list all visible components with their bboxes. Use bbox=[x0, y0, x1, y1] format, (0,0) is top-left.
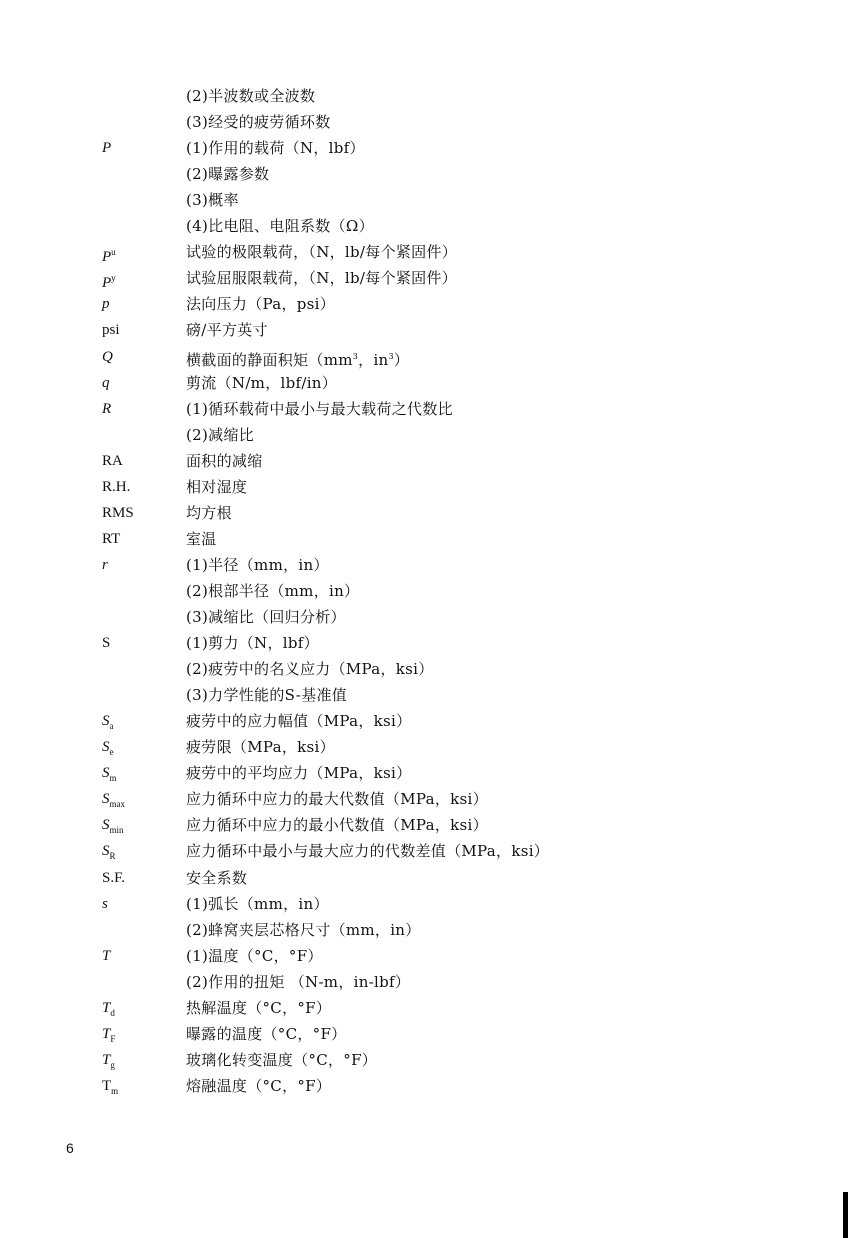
symbol-description: 面积的减缩 bbox=[186, 451, 263, 470]
symbol-base: T bbox=[102, 1051, 111, 1068]
symbol-subscript: a bbox=[109, 721, 114, 732]
symbol-subscript: g bbox=[110, 1059, 115, 1070]
symbol-base: S bbox=[102, 713, 110, 730]
symbol-description: 剪流（N/m，lbf/in） bbox=[186, 373, 338, 392]
symbol-base: psi bbox=[102, 322, 120, 339]
symbol-description: 试验的极限载荷，（N，lb/每个紧固件） bbox=[186, 243, 458, 262]
symbol-subscript: m bbox=[109, 773, 117, 784]
symbol bbox=[102, 839, 116, 868]
symbol-description: 热解温度（°C，°F） bbox=[186, 998, 332, 1017]
symbol-description: (1)剪力（N，lbf） bbox=[186, 634, 319, 653]
symbol-description: (1)弧长（mm，in） bbox=[186, 894, 329, 913]
symbol bbox=[102, 240, 116, 269]
symbol-subscript: F bbox=[110, 1033, 116, 1044]
symbol-description: 疲劳中的平均应力（MPa，ksi） bbox=[186, 764, 412, 783]
symbol-base: p bbox=[102, 296, 110, 313]
symbol-description: 安全系数 bbox=[186, 868, 248, 887]
symbol-description: 磅/平方英寸 bbox=[186, 321, 268, 340]
symbol-base: P bbox=[102, 275, 112, 292]
symbol-description: 应力循环中应力的最大代数值（MPa，ksi） bbox=[186, 790, 488, 809]
symbol-description: 应力循环中应力的最小代数值（MPa，ksi） bbox=[186, 816, 488, 835]
symbol-base: R.H. bbox=[102, 478, 131, 495]
symbol bbox=[102, 761, 117, 790]
symbol-base: r bbox=[102, 556, 108, 573]
symbol-base: R bbox=[102, 400, 112, 417]
symbol bbox=[102, 449, 123, 473]
symbol-description: (3)经受的疲劳循环数 bbox=[186, 113, 331, 132]
symbol-description: (3)力学性能的S-基准值 bbox=[186, 686, 348, 705]
symbol-description: 室温 bbox=[186, 529, 217, 548]
symbol-description: (2)疲劳中的名义应力（MPa，ksi） bbox=[186, 660, 434, 679]
symbol-base: S bbox=[102, 791, 110, 808]
symbol-base: S bbox=[102, 739, 110, 756]
symbol-description: 试验屈服限载荷，（N，lb/每个紧固件） bbox=[186, 269, 458, 288]
symbol-subscript: min bbox=[109, 825, 124, 836]
symbol-description: (1)半径（mm，in） bbox=[186, 555, 329, 574]
symbol-base: RMS bbox=[102, 504, 134, 521]
symbol bbox=[102, 787, 125, 816]
symbol-base: S bbox=[102, 817, 110, 834]
symbol bbox=[102, 1074, 118, 1103]
symbol-subscript: e bbox=[109, 747, 114, 758]
symbol bbox=[102, 735, 114, 764]
symbol-description: 疲劳限（MPa，ksi） bbox=[186, 738, 335, 757]
symbol-description: (2)根部半径（mm，in） bbox=[186, 581, 360, 600]
symbol-base: P bbox=[102, 140, 112, 157]
symbol-description: (2)半波数或全波数 bbox=[186, 87, 316, 105]
scan-edge-mark bbox=[843, 1192, 848, 1238]
symbol-description: (3)概率 bbox=[186, 191, 239, 210]
symbol-base: T bbox=[102, 1077, 112, 1094]
symbol-base: T bbox=[102, 999, 111, 1016]
symbol-description: (2)曝露参数 bbox=[186, 165, 270, 184]
symbol bbox=[102, 709, 114, 738]
symbol bbox=[102, 944, 110, 968]
symbol-subscript: max bbox=[109, 799, 125, 810]
symbol bbox=[102, 501, 134, 525]
symbol-base: Q bbox=[102, 348, 113, 365]
symbol-description: 横截面的静面积矩（$mm^3$，$in^3$） bbox=[186, 350, 410, 369]
symbol bbox=[102, 1022, 115, 1051]
symbol bbox=[102, 266, 116, 295]
symbol bbox=[102, 371, 110, 395]
symbol-subscript: m bbox=[111, 1085, 119, 1096]
symbol-base: S bbox=[102, 843, 110, 860]
symbol-superscript: y bbox=[111, 273, 116, 284]
symbol-base: s bbox=[102, 895, 108, 912]
symbol bbox=[102, 527, 120, 551]
symbol-superscript: u bbox=[111, 247, 116, 258]
symbol-description: (2)减缩比 bbox=[186, 425, 255, 444]
symbol bbox=[102, 813, 124, 842]
symbol-base: RA bbox=[102, 452, 123, 469]
symbol bbox=[102, 136, 111, 160]
symbol-base: T bbox=[102, 1025, 111, 1042]
symbol bbox=[102, 631, 110, 655]
symbol-base: S.F. bbox=[102, 869, 125, 886]
symbol-description: 疲劳中的应力幅值（MPa，ksi） bbox=[186, 712, 412, 731]
symbol-description: 曝露的温度（°C，°F） bbox=[186, 1024, 347, 1043]
symbol-subscript: R bbox=[109, 851, 116, 862]
symbol-description: 法向压力（Pa，psi） bbox=[186, 295, 336, 314]
symbol-description: (2)作用的扭矩 （N-m，in-lbf） bbox=[186, 972, 411, 991]
symbol-description: (1)作用的载荷（N，lbf） bbox=[186, 139, 365, 158]
symbol-base: RT bbox=[102, 530, 121, 547]
symbol-description: 相对湿度 bbox=[186, 477, 248, 496]
symbol-description: 熔融温度（°C，°F） bbox=[186, 1076, 332, 1095]
symbol-description: (1)温度（°C，°F） bbox=[186, 946, 323, 965]
symbol bbox=[102, 397, 111, 421]
symbol-description: (4)比电阻、电阻系数（Ω） bbox=[186, 217, 374, 236]
symbol bbox=[102, 996, 115, 1025]
symbol-base: S bbox=[102, 765, 110, 782]
symbol-base: S bbox=[102, 635, 111, 652]
symbol-description: 均方根 bbox=[186, 503, 232, 522]
symbol bbox=[102, 345, 113, 369]
symbol bbox=[102, 1048, 115, 1077]
symbol bbox=[102, 475, 130, 499]
symbol-description: (1)循环载荷中最小与最大载荷之代数比 bbox=[186, 399, 453, 418]
symbol bbox=[102, 318, 120, 342]
symbol-description: 应力循环中最小与最大应力的代数差值（MPa，ksi） bbox=[186, 842, 550, 861]
symbol-base: q bbox=[102, 374, 110, 391]
symbol-description: (2)蜂窝夹层芯格尺寸（mm，in） bbox=[186, 920, 421, 939]
symbol bbox=[102, 892, 108, 916]
symbol bbox=[102, 866, 125, 890]
symbol bbox=[102, 292, 110, 316]
symbol bbox=[102, 553, 108, 577]
page-number: 6 bbox=[66, 1140, 74, 1156]
symbol-description: (3)减缩比（回归分析） bbox=[186, 608, 346, 626]
symbol-subscript: d bbox=[110, 1007, 115, 1018]
symbol-base: T bbox=[102, 947, 111, 964]
symbol-base: P bbox=[102, 249, 112, 266]
symbol-description: 玻璃化转变温度（°C，°F） bbox=[186, 1050, 378, 1069]
